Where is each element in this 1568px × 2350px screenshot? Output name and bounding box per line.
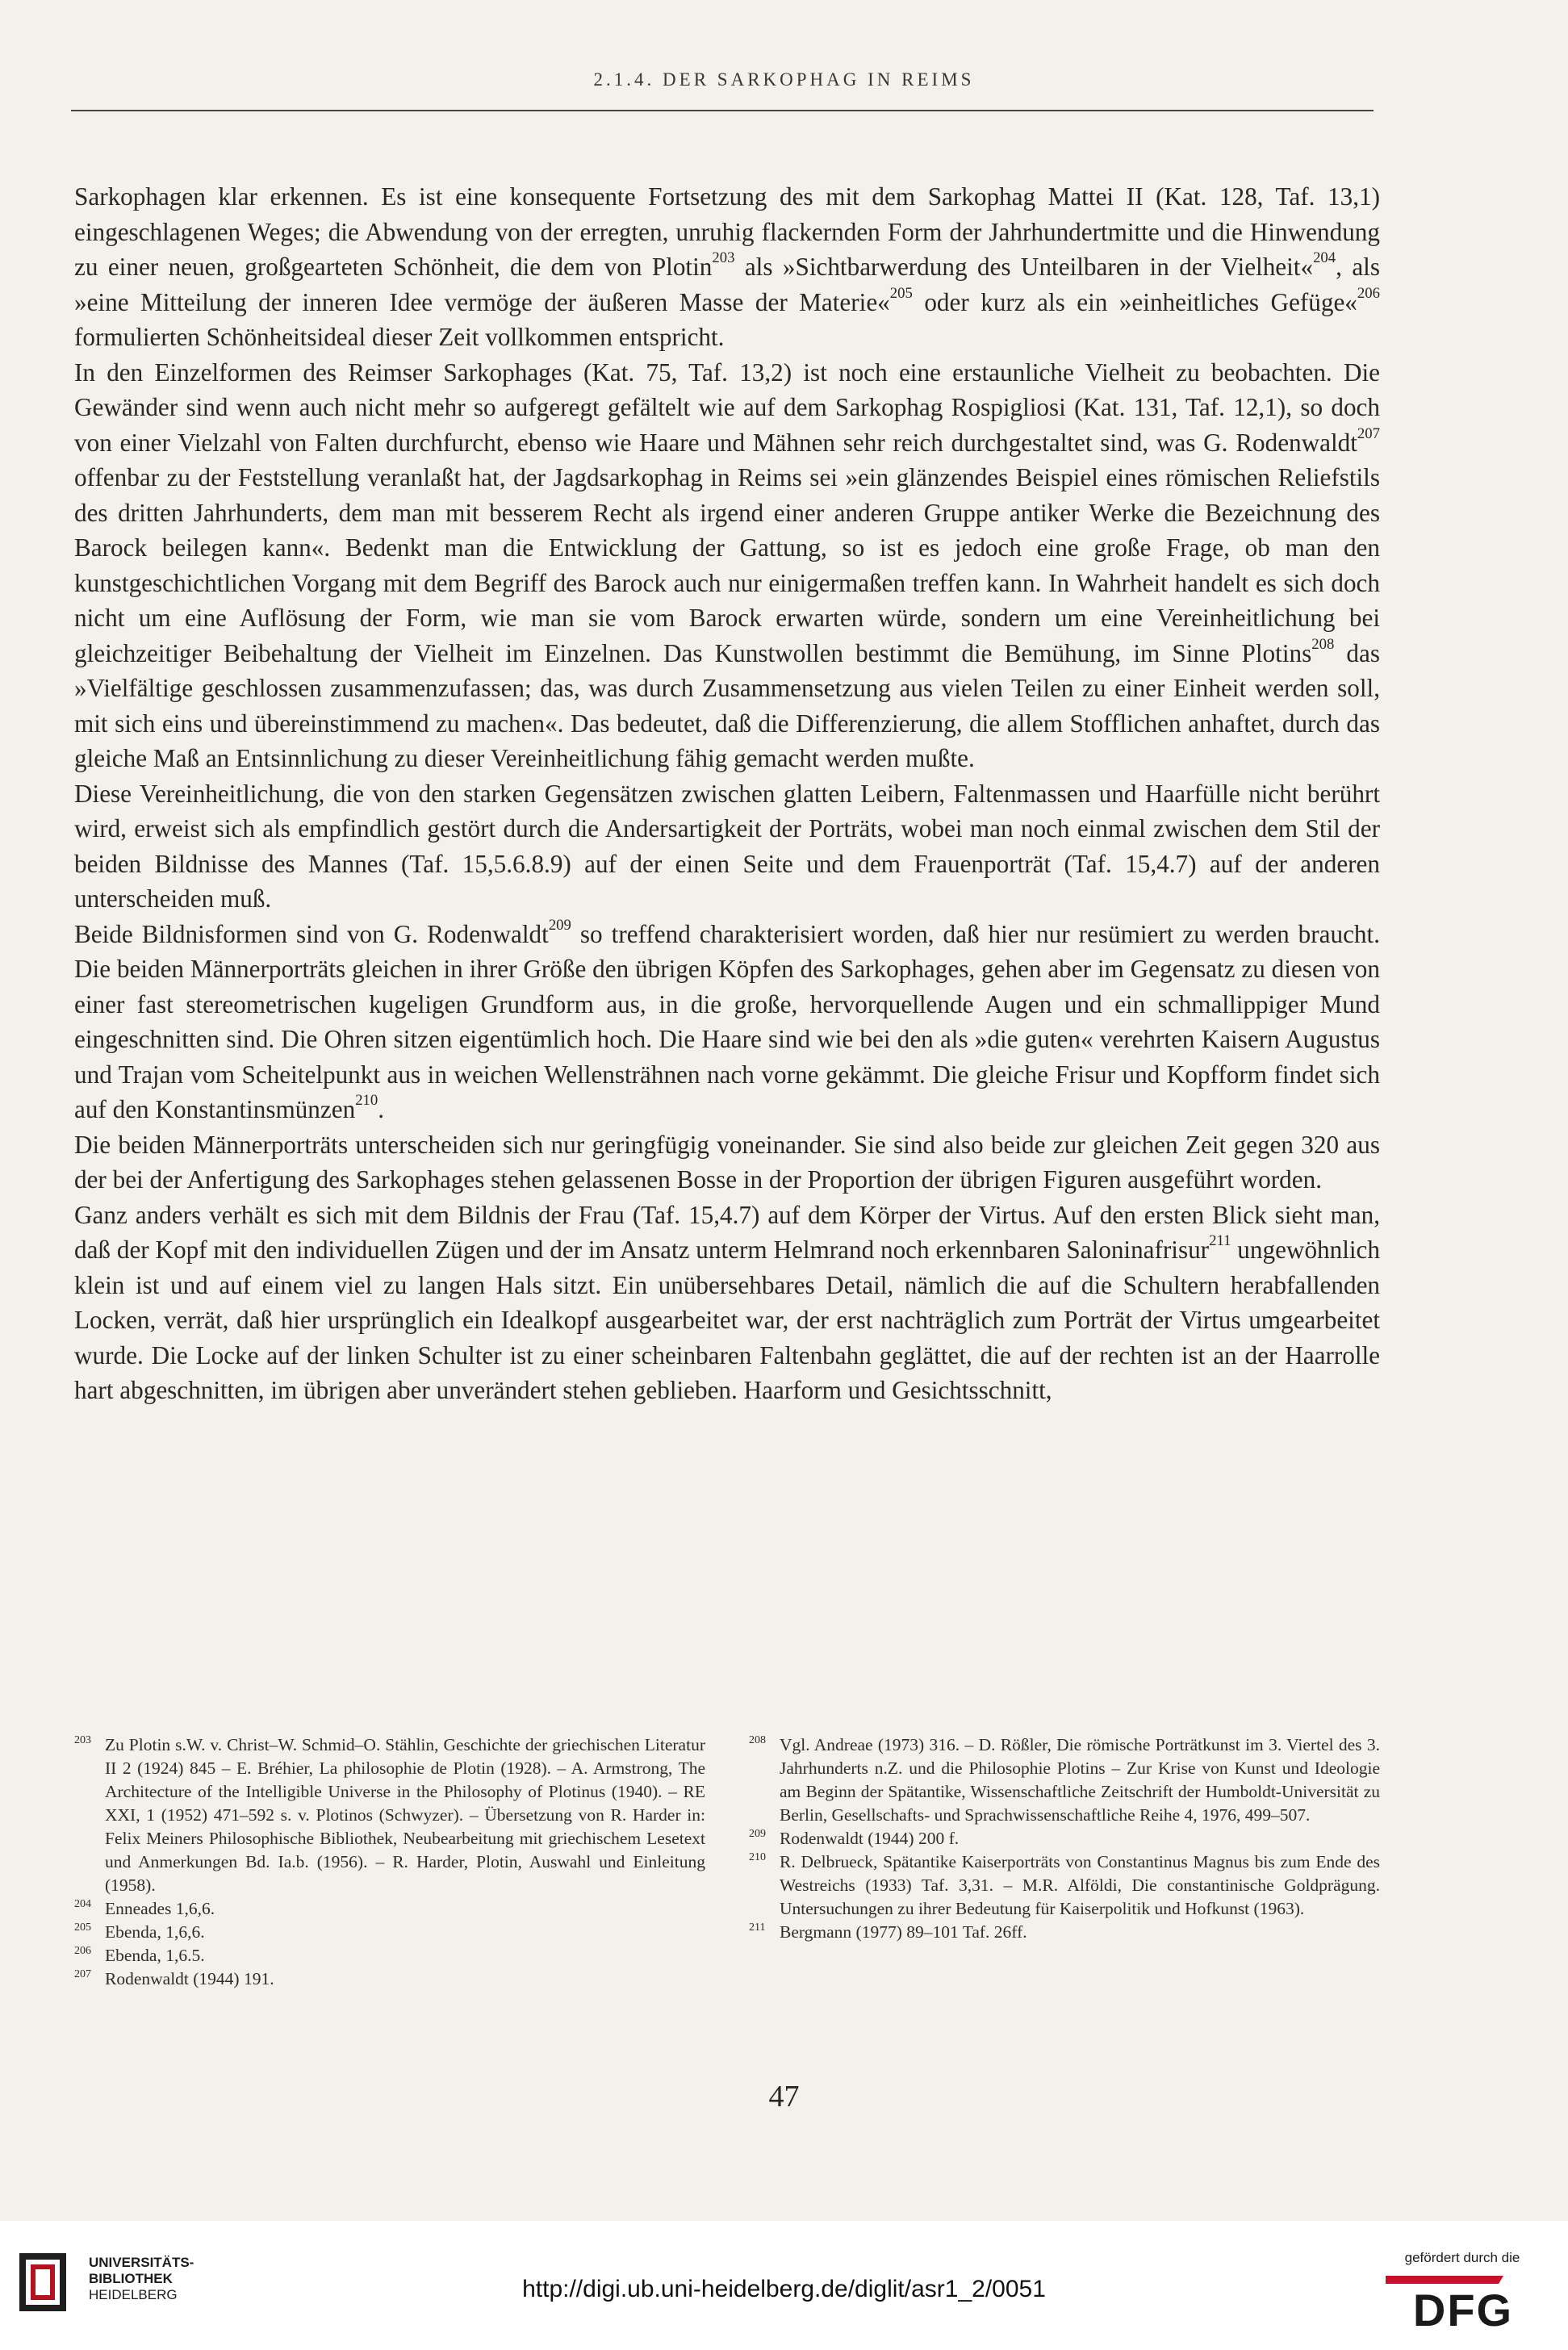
footnote	[74, 1897, 705, 1921]
library-name-line-3: HEIDELBERG	[89, 2287, 178, 2302]
footnote-number: 204	[74, 1898, 91, 1910]
text-run: Sarkophagen klar erkennen. Es ist eine konsequente Fortsetzung des mit dem Sarkophag Mattei II (Kat. 128, Taf. 13,1) eingeschlagenen Weges; die Abwendung von der erregten, unruhig flackernden Form der Jahrhundertmitte und die Hinwendung zu einer neuen, großgearteten Schönheit, die dem von Plotin	[74, 182, 1380, 281]
footnotes-left-column	[74, 1733, 705, 1991]
footnote	[749, 1921, 1380, 1944]
text-run: formulierten Schönheitsideal dieser Zeit vollkommen entspricht.	[74, 323, 725, 351]
footnote-ref: 210	[355, 1092, 378, 1110]
text-run: offenbar zu der Feststellung veranlaßt hat, der Jagdsarkophag in Reims sei »ein glänzendes Beispiel eines römischen Reliefstils des dritten Jahrhunderts, dem man mit besserem Recht als irgend einer anderen Gruppe antiker Werke die Bezeichnung des Barock beilegen kann«. Bedenkt man die Entwicklung der Gattung, so ist es jedoch eine große Frage, ob man den kunstgeschichtlichen Vorgang mit dem Begriff des Barock auch nur einigermaßen treffen kann. In Wahrheit handelt es sich doch nicht um eine Auflösung der Form, wie man sie vom Barock erwarten würde, sondern um eine Vereinheitlichung bei gleichzeitiger Beibehaltung der Vielheit im Einzelnen. Das Kunstwollen bestimmt die Bemühung, im Sinne Plotins	[74, 463, 1380, 667]
footnote-ref: 207	[1357, 424, 1380, 442]
text-run: das »Vielfältige geschlossen zusammenzufassen; das, was durch Zusammensetzung aus vielen Teilen zu einer Einheit werden soll, mit sich eins und übereinstimmend zu machen«. Das bedeutet, daß die Differenzierung, die allem Stofflichen anhaftet, durch das gleiche Maß an Entsinnlichung zu dieser Vereinheitlichung fähig gemacht werden mußte.	[74, 638, 1380, 772]
footnote-ref: 205	[889, 284, 913, 302]
footnote	[74, 1944, 705, 1967]
digitization-footer	[0, 2221, 1568, 2350]
running-head: 2.1.4. DER SARKOPHAG IN REIMS	[593, 69, 975, 90]
footnote	[749, 1850, 1380, 1921]
footnote-number: 211	[749, 1921, 766, 1934]
footnote-number: 206	[74, 1945, 91, 1957]
text-run: Diese Vereinheitlichung, die von den starken Gegensätzen zwischen glatten Leibern, Faltenmassen und Haarfülle nicht berührt wird, erweist sich als empfindlich gestört durch die Andersartigkeit der Porträts, wobei man noch einmal zwischen dem Stil der beiden Bildnisse des Mannes (Taf. 15,5.6.8.9) auf der einen Seite und dem Frauenporträt (Taf. 15,4.7) auf der anderen unterscheiden muß.	[74, 779, 1380, 913]
footnote-text: Zu Plotin s.W. v. Christ–W. Schmid–O. Stählin, Geschichte der griechischen Literatur II 2 (1924) 845 – E. Bréhier, La philosophie de Plotin (1928). – A. Armstrong, The Architecture of the Intelligible Universe in the Philosophy of Plotinus (1940). – RE XXI, 1 (1952) 471–592 s. v. Plotinos (Schwyzer). – Übersetzung von R. Harder in: Felix Meiners Philosophische Bibliothek, Neubearbeitung mit griechischem Lesetext und Anmerkungen Bd. Ia.b. (1956). – R. Harder, Plotin, Auswahl und Einleitung (1958).	[105, 1735, 705, 1895]
text-run: In den Einzelformen des Reimser Sarkophages (Kat. 75, Taf. 13,2) ist noch eine erstaunliche Vielheit zu beobachten. Die Gewänder sind wenn auch nicht mehr so aufgeregt gefältelt wie auf dem Sarkophag Rospigliosi (Kat. 131, Taf. 12,1), so doch von einer Vielzahl von Falten durchfurcht, ebenso wie Haare und Mähnen sehr reich durchgestaltet sind, was G. Rodenwaldt	[74, 358, 1380, 457]
paragraph	[74, 179, 1380, 355]
footnote	[749, 1827, 1380, 1850]
footnote-text: Bergmann (1977) 89–101 Taf. 26ff.	[780, 1922, 1027, 1942]
funding-note: gefördert durch die	[1404, 2250, 1520, 2265]
paragraph	[74, 1198, 1380, 1408]
footnote-number: 208	[749, 1734, 766, 1746]
text-run: ungewöhnlich klein ist und auf einem viel zu langen Hals sitzt. Ein unübersehbares Detail, nämlich die auf die Schultern herabfallenden Locken, verrät, daß hier ursprünglich ein Idealkopf ausgearbeitet war, der erst nachträglich zum Porträt der Virtus umgearbeitet wurde. Die Locke auf der linken Schulter ist zu einer scheinbaren Faltenbahn geglättet, die auf der rechten ist an der Haarrolle hart abgeschnitten, im übrigen aber unverändert stehen geblieben. Haarform und Gesichtsschnitt,	[74, 1236, 1380, 1404]
footnotes-right-column	[749, 1733, 1380, 1944]
header-rule	[71, 110, 1374, 111]
footnote	[74, 1921, 705, 1944]
footnote	[74, 1967, 705, 1991]
footnote-number: 209	[749, 1828, 766, 1840]
text-run: so treffend charakterisiert worden, daß hier nur resümiert zu werden braucht. Die beiden Männerporträts gleichen in ihrer Größe den übrigen Köpfen des Sarkophages, gehen aber im Gegensatz zu diesen von einer fast stereometrischen kugeligen Grundform aus, in die große, hervorquellende Augen und ein schmallippiger Mund eingeschnitten sind. Die Ohren sitzen eigentümlich hoch. Die Haare sind wie bei den als »die guten« verehrten Kaisern Augustus und Trajan vom Scheitelpunkt aus in weichen Wellensträhnen nach vorne gekämmt. Die gleiche Frisur und Kopfform findet sich auf den Konstantinsmünzen	[74, 919, 1380, 1123]
footnote-text: R. Delbrueck, Spätantike Kaiserporträts von Constantinus Magnus bis zum Ende des Westreichs (1933) Taf. 3,31. – M.R. Alföldi, Die constantinische Goldprägung. Untersuchungen zu ihrer Bedeutung für Kaiserpolitik und Hofkunst (1963).	[780, 1852, 1380, 1918]
footnote-ref: 211	[1209, 1232, 1231, 1250]
paragraph	[74, 776, 1380, 917]
dfg-logo-icon	[1382, 2273, 1544, 2331]
footnote-number: 205	[74, 1921, 91, 1934]
footnote-text: Vgl. Andreae (1973) 316. – D. Rößler, Die römische Porträtkunst im 3. Viertel des 3. Jahrhunderts n.Z. und die Philosophie Plotins – Zur Krise von Kunst und Ideologie am Beginn der Spätantike, Wissenschaftliche Zeitschrift der Humboldt-Universität zu Berlin, Gesellschafts- und Sprachwissenschaftliche Reihe 4, 1976, 499–507.	[780, 1735, 1380, 1825]
paragraph	[74, 917, 1380, 1127]
text-run: Die beiden Männerporträts unterscheiden sich nur geringfügig voneinander. Sie sind also beide zur gleichen Zeit gegen 320 aus der bei der Anfertigung des Sarkophages stehen gelassenen Bosse in der Proportion der übrigen Figuren ausgeführt worden.	[74, 1130, 1380, 1194]
page-number: 47	[768, 2080, 800, 2114]
svg-text:DFG: DFG	[1412, 2285, 1514, 2331]
library-name-line-1: UNIVERSITÄTS-	[89, 2255, 194, 2270]
text-run: .	[378, 1095, 385, 1123]
footnote-text: Enneades 1,6,6.	[105, 1899, 215, 1918]
text-run: Ganz anders verhält es sich mit dem Bildnis der Frau (Taf. 15,4.7) auf dem Körper der Virtus. Auf den ersten Blick sieht man, daß der Kopf mit den individuellen Zügen und der im Ansatz unterm Helmrand noch erkennbaren Saloninafrisur	[74, 1200, 1380, 1264]
footnote-number: 210	[749, 1851, 766, 1863]
text-run: als »Sichtbarwerdung des Unteilbaren in der Vielheit«	[734, 253, 1314, 281]
footnote-text: Ebenda, 1,6,6.	[105, 1922, 205, 1942]
footnote	[74, 1733, 705, 1897]
text-run: oder kurz als ein »einheitliches Gefüge«	[912, 287, 1357, 316]
footnote-text: Ebenda, 1,6.5.	[105, 1946, 205, 1965]
footnote-text: Rodenwaldt (1944) 200 f.	[780, 1829, 960, 1848]
footnote-ref: 206	[1357, 284, 1380, 302]
paragraph	[74, 1127, 1380, 1198]
footnote-ref: 204	[1313, 249, 1336, 267]
text-run: Beide Bildnisformen sind von G. Rodenwaldt	[74, 919, 549, 948]
permalink-url[interactable]: http://digi.ub.uni-heidelberg.de/diglit/asr1_2/0051	[522, 2276, 1046, 2302]
footnote-ref: 208	[1311, 635, 1335, 653]
paragraph	[74, 355, 1380, 776]
library-name-line-2: BIBLIOTHEK	[89, 2271, 173, 2286]
footnote-number: 203	[74, 1734, 91, 1746]
text-run: , als »eine Mitteilung der inneren Idee vermöge der äußeren Masse der Materie«	[74, 253, 1380, 316]
footnote-ref: 203	[712, 249, 735, 267]
main-text	[74, 179, 1380, 1408]
footnote-number: 207	[74, 1968, 91, 1980]
footnote	[749, 1733, 1380, 1827]
footnote-text: Rodenwaldt (1944) 191.	[105, 1969, 274, 1988]
footnote-ref: 209	[548, 916, 571, 934]
